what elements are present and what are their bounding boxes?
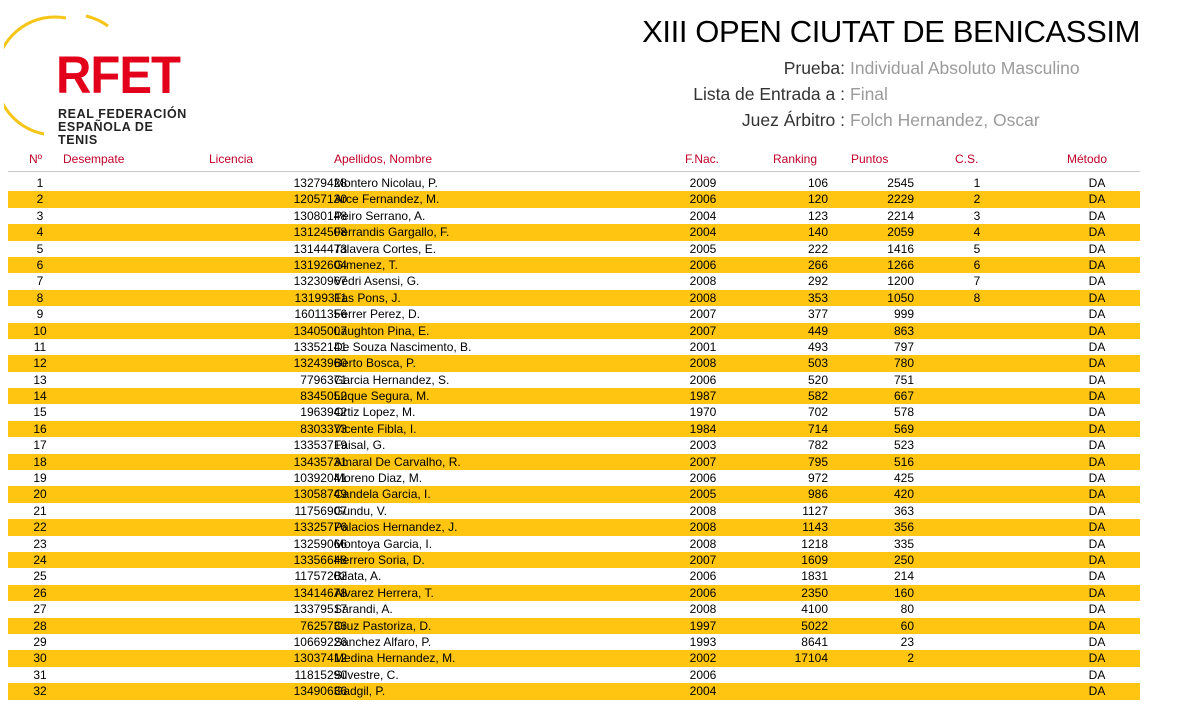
cell-no: 19 <box>33 471 47 486</box>
cell-no: 6 <box>36 257 44 272</box>
cell-fnac: 2005 <box>689 487 717 502</box>
table-row <box>8 454 1140 470</box>
cell-ranking: 222 <box>807 241 828 256</box>
table-header <box>0 152 1200 172</box>
col-header-cs: C.S. <box>955 152 979 166</box>
cell-licencia: 13124508 <box>293 225 347 240</box>
cell-ranking: 1127 <box>802 503 828 518</box>
cell-nombre: Sanchez Alfaro, P. <box>334 634 432 649</box>
table-row <box>8 273 1140 289</box>
cell-metodo: DA <box>1088 585 1106 600</box>
cell-metodo: DA <box>1088 307 1106 322</box>
cell-no: 15 <box>33 405 47 420</box>
cell-metodo: DA <box>1088 208 1106 223</box>
cell-licencia: 13356648 <box>293 552 347 567</box>
cell-puntos: 780 <box>893 356 914 371</box>
cell-puntos: 60 <box>900 618 914 633</box>
cell-licencia: 13414678 <box>293 585 347 600</box>
cell-no: 31 <box>33 667 47 682</box>
cell-fnac: 2005 <box>689 241 717 256</box>
cell-fnac: 2008 <box>689 520 717 535</box>
table-row <box>8 339 1140 355</box>
cell-licencia: 13435731 <box>293 454 347 469</box>
page-title: XIII OPEN CIUTAT DE BENICASSIM <box>642 14 1140 49</box>
cell-licencia: 11815290 <box>294 667 347 682</box>
cell-nombre: Biiata, A. <box>334 569 382 584</box>
info-label: Lista de Entrada a : <box>693 84 845 104</box>
cell-cs: 1 <box>973 176 981 190</box>
cell-licencia: 10392041 <box>293 471 347 486</box>
cell-metodo: DA <box>1088 667 1106 682</box>
cell-licencia: 13352141 <box>293 339 347 354</box>
table-row <box>8 585 1140 601</box>
cell-nombre: Candela Garcia, I. <box>334 487 431 502</box>
cell-no: 3 <box>36 208 44 223</box>
cell-metodo: DA <box>1088 471 1106 486</box>
cell-fnac: 2009 <box>689 176 717 190</box>
table-row <box>8 421 1140 437</box>
cell-ranking: 1831 <box>801 569 828 584</box>
cell-metodo: DA <box>1088 520 1106 535</box>
info-row-prueba <box>600 58 1160 84</box>
cell-no: 7 <box>36 274 44 289</box>
cell-ranking: 120 <box>807 192 828 207</box>
cell-fnac: 2007 <box>689 307 717 322</box>
cell-nombre: De Souza Nascimento, B. <box>334 339 472 354</box>
cell-nombre: Montoya Garcia, I. <box>334 536 433 551</box>
cell-licencia: 13243960 <box>293 356 347 371</box>
cell-ranking: 1218 <box>801 536 828 551</box>
cell-fnac: 1987 <box>689 389 717 404</box>
cell-ranking: 8641 <box>801 634 828 649</box>
table-row <box>8 601 1140 617</box>
cell-no: 10 <box>33 323 47 338</box>
cell-puntos: 356 <box>893 520 914 535</box>
cell-licencia: 12057130 <box>293 192 347 207</box>
cell-cs: 6 <box>973 257 981 272</box>
cell-ranking: 4100 <box>801 602 828 617</box>
rfet-logo <box>4 10 194 147</box>
cell-ranking: 140 <box>807 225 828 240</box>
info-value: Folch Hernandez, Oscar <box>850 110 1040 130</box>
cell-metodo: DA <box>1088 192 1106 207</box>
cell-licencia: 16011356 <box>294 307 347 322</box>
cell-puntos: 797 <box>893 339 914 354</box>
cell-nombre: Vicente Fibla, I. <box>334 421 417 436</box>
cell-nombre: Ferrer Perez, D. <box>334 307 421 322</box>
cell-licencia: 11756907 <box>294 503 347 518</box>
info-row-juez <box>600 110 1160 136</box>
cell-nombre: Gimenez, T. <box>334 257 398 272</box>
table-row <box>8 290 1140 306</box>
cell-fnac: 2002 <box>689 651 717 666</box>
cell-puntos: 23 <box>900 634 914 649</box>
cell-no: 8 <box>36 290 44 305</box>
cell-no: 30 <box>33 651 47 666</box>
cell-puntos: 1200 <box>887 274 914 289</box>
cell-nombre: Garcia Hernandez, S. <box>334 372 450 387</box>
cell-puntos: 1266 <box>887 257 914 272</box>
table-row <box>8 618 1140 634</box>
cell-licencia: 13144473 <box>293 241 347 256</box>
cell-nombre: Talavera Cortes, E. <box>334 241 437 256</box>
cell-no: 2 <box>36 192 44 207</box>
cell-licencia: 13037412 <box>293 651 347 666</box>
cell-puntos: 420 <box>893 487 914 502</box>
cell-fnac: 2008 <box>689 274 717 289</box>
cell-licencia: 13080148 <box>293 208 347 223</box>
cell-cs: 3 <box>973 208 981 223</box>
cell-metodo: DA <box>1088 389 1106 404</box>
cell-no: 13 <box>33 372 47 387</box>
cell-puntos: 160 <box>893 585 914 600</box>
table-row <box>8 667 1140 683</box>
cell-no: 24 <box>33 552 47 567</box>
cell-no: 14 <box>33 389 47 404</box>
cell-licencia: 8345052 <box>300 389 347 404</box>
cell-metodo: DA <box>1088 634 1106 649</box>
cell-licencia: 7625736 <box>300 618 347 633</box>
cell-fnac: 2003 <box>689 438 717 453</box>
cell-fnac: 1984 <box>689 421 717 436</box>
col-header-fnac: F.Nac. <box>685 152 720 166</box>
cell-licencia: 13259066 <box>293 536 347 551</box>
cell-metodo: DA <box>1088 356 1106 371</box>
cell-cs: 8 <box>973 290 981 305</box>
table-row <box>8 683 1140 699</box>
cell-metodo: DA <box>1088 651 1106 666</box>
col-header-licencia: Licencia <box>209 152 254 166</box>
cell-nombre: Medina Hernandez, M. <box>334 651 456 666</box>
cell-puntos: 425 <box>893 471 914 486</box>
cell-no: 1 <box>36 176 44 190</box>
cell-licencia: 11757202 <box>294 569 347 584</box>
cell-licencia: 13405007 <box>293 323 347 338</box>
cell-fnac: 2007 <box>689 552 717 567</box>
cell-nombre: Ortiz Lopez, M. <box>334 405 416 420</box>
cell-puntos: 667 <box>893 389 914 404</box>
cell-ranking: 5022 <box>801 618 828 633</box>
cell-puntos: 1050 <box>887 290 914 305</box>
cell-ranking: 714 <box>807 421 828 436</box>
cell-no: 29 <box>33 634 47 649</box>
cell-cs: 2 <box>973 192 981 207</box>
cell-puntos: 999 <box>893 307 914 322</box>
cell-metodo: DA <box>1088 421 1106 436</box>
cell-puntos: 751 <box>893 372 914 387</box>
cell-fnac: 2008 <box>689 602 717 617</box>
cell-licencia: 13490636 <box>293 684 347 699</box>
cell-puntos: 578 <box>893 405 914 420</box>
cell-licencia: 13230967 <box>293 274 347 289</box>
cell-ranking: 520 <box>807 372 828 387</box>
cell-fnac: 2006 <box>689 192 717 207</box>
cell-cs: 4 <box>973 225 981 240</box>
cell-licencia: 13199311 <box>294 290 347 305</box>
table-row <box>8 552 1140 568</box>
cell-puntos: 569 <box>893 421 914 436</box>
event-info <box>600 58 1160 136</box>
cell-ranking: 986 <box>807 487 828 502</box>
cell-no: 28 <box>33 618 47 633</box>
cell-licencia: 13279428 <box>293 176 347 190</box>
cell-licencia: 13379517 <box>293 602 347 617</box>
cell-licencia: 13325776 <box>293 520 347 535</box>
cell-metodo: DA <box>1088 339 1106 354</box>
cell-metodo: DA <box>1088 536 1106 551</box>
cell-metodo: DA <box>1088 405 1106 420</box>
cell-nombre: Laughton Pina, E. <box>334 323 430 338</box>
cell-nombre: Moreno Diaz, M. <box>334 471 423 486</box>
cell-ranking: 503 <box>807 356 828 371</box>
cell-metodo: DA <box>1088 257 1106 272</box>
cell-metodo: DA <box>1088 684 1106 699</box>
cell-nombre: Luque Segura, M. <box>334 389 430 404</box>
cell-licencia: 7796371 <box>300 372 347 387</box>
cell-no: 32 <box>33 684 47 699</box>
cell-nombre: Peiro Serrano, A. <box>334 208 426 223</box>
cell-nombre: Amaral De Carvalho, R. <box>334 454 461 469</box>
cell-puntos: 250 <box>893 552 914 567</box>
cell-metodo: DA <box>1088 552 1106 567</box>
cell-puntos: 2229 <box>887 192 914 207</box>
cell-puntos: 335 <box>893 536 914 551</box>
cell-puntos: 363 <box>893 503 914 518</box>
cell-nombre: Palacios Hernandez, J. <box>334 520 458 535</box>
header-divider <box>8 171 1140 172</box>
cell-ranking: 377 <box>807 307 828 322</box>
table-row <box>8 650 1140 666</box>
table-row <box>8 536 1140 552</box>
cell-no: 18 <box>33 454 47 469</box>
cell-nombre: Herrero Soria, D. <box>334 552 425 567</box>
cell-fnac: 1970 <box>689 405 717 420</box>
table-row <box>8 241 1140 257</box>
cell-ranking: 493 <box>807 339 828 354</box>
info-label: Juez Árbitro : <box>741 110 845 130</box>
logo-line-2: ESPAÑOLA DE TENIS <box>58 120 154 147</box>
cell-puntos: 863 <box>893 323 914 338</box>
cell-ranking: 266 <box>807 257 828 272</box>
cell-ranking: 795 <box>807 454 828 469</box>
cell-puntos: 523 <box>893 438 914 453</box>
cell-fnac: 2004 <box>689 225 717 240</box>
cell-ranking: 1609 <box>801 552 828 567</box>
cell-metodo: DA <box>1088 274 1106 289</box>
cell-fnac: 2001 <box>689 339 717 354</box>
cell-puntos: 2214 <box>887 208 914 223</box>
cell-puntos: 1416 <box>887 241 914 256</box>
cell-no: 23 <box>33 536 47 551</box>
cell-metodo: DA <box>1088 487 1106 502</box>
cell-no: 11 <box>33 339 47 354</box>
info-row-lista <box>600 84 1160 110</box>
cell-cs: 5 <box>973 241 981 256</box>
table-row <box>8 355 1140 371</box>
table-row <box>8 257 1140 273</box>
cell-puntos: 2545 <box>887 176 914 190</box>
cell-fnac: 1997 <box>689 618 717 633</box>
cell-ranking: 106 <box>807 176 828 190</box>
cell-no: 26 <box>33 585 47 600</box>
cell-no: 12 <box>33 356 47 371</box>
cell-licencia: 10669226 <box>293 634 347 649</box>
cell-nombre: Cruz Pastoriza, D. <box>334 618 432 633</box>
cell-fnac: 2007 <box>689 454 717 469</box>
cell-no: 9 <box>36 307 44 322</box>
table-row <box>8 208 1140 224</box>
cell-metodo: DA <box>1088 372 1106 387</box>
cell-cs: 7 <box>973 274 981 289</box>
cell-ranking: 972 <box>807 471 828 486</box>
table-row <box>8 306 1140 322</box>
col-header-desempate: Desempate <box>63 152 125 166</box>
col-header-no: Nº <box>29 152 43 166</box>
cell-fnac: 2008 <box>689 290 717 305</box>
cell-licencia: 13353719 <box>293 438 347 453</box>
cell-no: 16 <box>33 421 47 436</box>
cell-fnac: 2004 <box>689 684 717 699</box>
col-header-puntos: Puntos <box>851 152 889 166</box>
cell-metodo: DA <box>1088 290 1106 305</box>
cell-ranking: 449 <box>807 323 828 338</box>
info-label: Prueba: <box>783 58 845 78</box>
cell-ranking: 123 <box>807 208 828 223</box>
cell-fnac: 2004 <box>689 208 717 223</box>
cell-nombre: Silvestre, C. <box>334 667 399 682</box>
cell-metodo: DA <box>1088 323 1106 338</box>
cell-fnac: 2008 <box>689 536 717 551</box>
cell-nombre: Faisal, G. <box>334 438 386 453</box>
table-row <box>8 519 1140 535</box>
cell-metodo: DA <box>1088 176 1106 190</box>
info-value: Final <box>850 84 888 104</box>
cell-puntos: 516 <box>893 454 914 469</box>
cell-metodo: DA <box>1088 241 1106 256</box>
cell-licencia: 13058749 <box>293 487 347 502</box>
cell-metodo: DA <box>1088 454 1106 469</box>
cell-metodo: DA <box>1088 438 1106 453</box>
table-row <box>8 470 1140 486</box>
cell-fnac: 2006 <box>689 585 717 600</box>
cell-fnac: 2006 <box>689 471 717 486</box>
cell-puntos: 2059 <box>887 225 914 240</box>
cell-ranking: 2350 <box>801 585 828 600</box>
cell-fnac: 2008 <box>689 356 717 371</box>
table-row <box>8 634 1140 650</box>
col-header-nombre: Apellidos, Nombre <box>334 152 433 166</box>
cell-fnac: 1993 <box>689 634 717 649</box>
cell-no: 22 <box>33 520 47 535</box>
cell-no: 17 <box>33 438 47 453</box>
cell-fnac: 2006 <box>689 372 717 387</box>
cell-metodo: DA <box>1088 225 1106 240</box>
cell-ranking: 582 <box>807 389 828 404</box>
cell-nombre: Fas Pons, J. <box>334 290 401 305</box>
table-row <box>8 486 1140 502</box>
entry-list <box>8 175 1140 700</box>
cell-nombre: Alvarez Herrera, T. <box>334 585 434 600</box>
logo-brand: RFET <box>56 46 180 106</box>
col-header-ranking: Ranking <box>773 152 818 166</box>
table-row <box>8 372 1140 388</box>
cell-no: 21 <box>33 503 47 518</box>
table-row <box>8 191 1140 207</box>
cell-metodo: DA <box>1088 503 1106 518</box>
cell-licencia: 8303373 <box>300 421 347 436</box>
cell-ranking: 702 <box>807 405 828 420</box>
cell-nombre: Arce Fernandez, M. <box>334 192 440 207</box>
cell-nombre: Sarandi, A. <box>334 602 393 617</box>
table-row <box>8 388 1140 404</box>
table-row <box>8 437 1140 453</box>
cell-nombre: Ferrandis Gargallo, F. <box>334 225 450 240</box>
cell-nombre: Berto Bosca, P. <box>334 356 416 371</box>
cell-nombre: Vedri Asensi, G. <box>334 274 420 289</box>
cell-licencia: 1963942 <box>300 405 347 420</box>
cell-ranking: 17104 <box>794 651 828 666</box>
cell-metodo: DA <box>1088 618 1106 633</box>
cell-licencia: 13192604 <box>293 257 347 272</box>
cell-ranking: 1143 <box>802 520 828 535</box>
logo-line-1: REAL FEDERACIÓN <box>58 107 187 121</box>
cell-no: 25 <box>33 569 47 584</box>
cell-fnac: 2008 <box>689 503 717 518</box>
cell-no: 27 <box>33 602 47 617</box>
cell-puntos: 2 <box>907 651 914 666</box>
cell-ranking: 292 <box>807 274 828 289</box>
cell-no: 20 <box>33 487 47 502</box>
cell-metodo: DA <box>1088 602 1106 617</box>
col-header-metodo: Método <box>1067 152 1108 166</box>
table-row <box>8 323 1140 339</box>
cell-fnac: 2007 <box>689 323 717 338</box>
table-row <box>8 224 1140 240</box>
table-row <box>8 568 1140 584</box>
cell-fnac: 2006 <box>689 667 717 682</box>
cell-ranking: 782 <box>807 438 828 453</box>
cell-puntos: 214 <box>893 569 914 584</box>
cell-no: 5 <box>36 241 44 256</box>
table-row <box>8 404 1140 420</box>
info-value: Individual Absoluto Masculino <box>850 58 1080 78</box>
cell-puntos: 80 <box>900 602 914 617</box>
cell-nombre: Gundu, V. <box>334 503 387 518</box>
table-row <box>8 175 1140 191</box>
cell-nombre: Gadgil, P. <box>334 684 386 699</box>
cell-fnac: 2006 <box>689 257 717 272</box>
table-row <box>8 503 1140 519</box>
cell-no: 4 <box>36 225 44 240</box>
cell-fnac: 2006 <box>689 569 717 584</box>
cell-metodo: DA <box>1088 569 1106 584</box>
cell-ranking: 353 <box>807 290 828 305</box>
cell-nombre: Montero Nicolau, P. <box>334 176 438 190</box>
